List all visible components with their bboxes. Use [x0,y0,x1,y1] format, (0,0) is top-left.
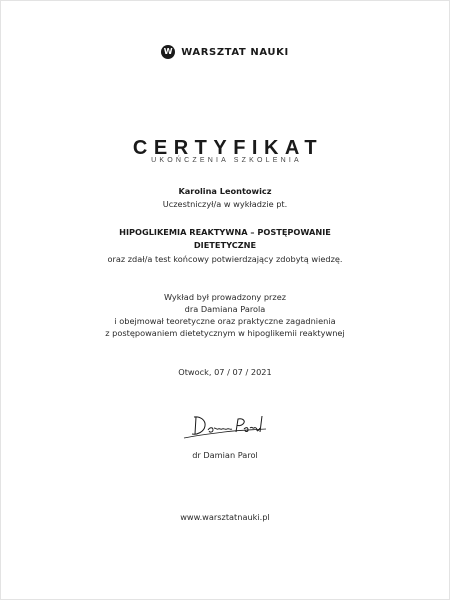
participation-text: Uczestniczył/a w wykładzie pt. [162,199,288,209]
recipient-name: Karolina Leontowicz [178,186,272,196]
certificate-title: CERTYFIKAT [132,137,324,159]
lecture-line-2: dra Damiana Parola [184,304,266,314]
website-link[interactable]: www.warsztatnauki.pl [180,512,270,522]
signatory-name: dr Damian Parol [192,450,258,460]
test-text: oraz zdał/a test końcowy potwierdzający zdobytą wiedzę. [107,254,343,264]
course-title-line-1: HIPOGLIKEMIA REAKTYWNA – POSTĘPOWANIE [119,227,331,237]
lecture-line-3: i obejmował teoretyczne oraz praktyczne zagadnienia [114,316,336,326]
certificate-subtitle: UKOŃCZENIA SZKOLENIA [151,157,302,164]
course-title-line-2: DIETETYCZNE [193,240,257,250]
brand-logo [0,45,450,59]
lecture-line-4: z postępowaniem dietetycznym w hipoglikemii reaktywnej [105,328,345,338]
place-date: Otwock, 07 / 07 / 2021 [178,367,272,377]
signature-image [180,408,270,444]
brand-logo-icon: W [161,45,175,59]
lecture-line-1: Wykład był prowadzony przez [163,292,287,302]
brand-name: WARSZTAT NAUKI [181,46,289,58]
